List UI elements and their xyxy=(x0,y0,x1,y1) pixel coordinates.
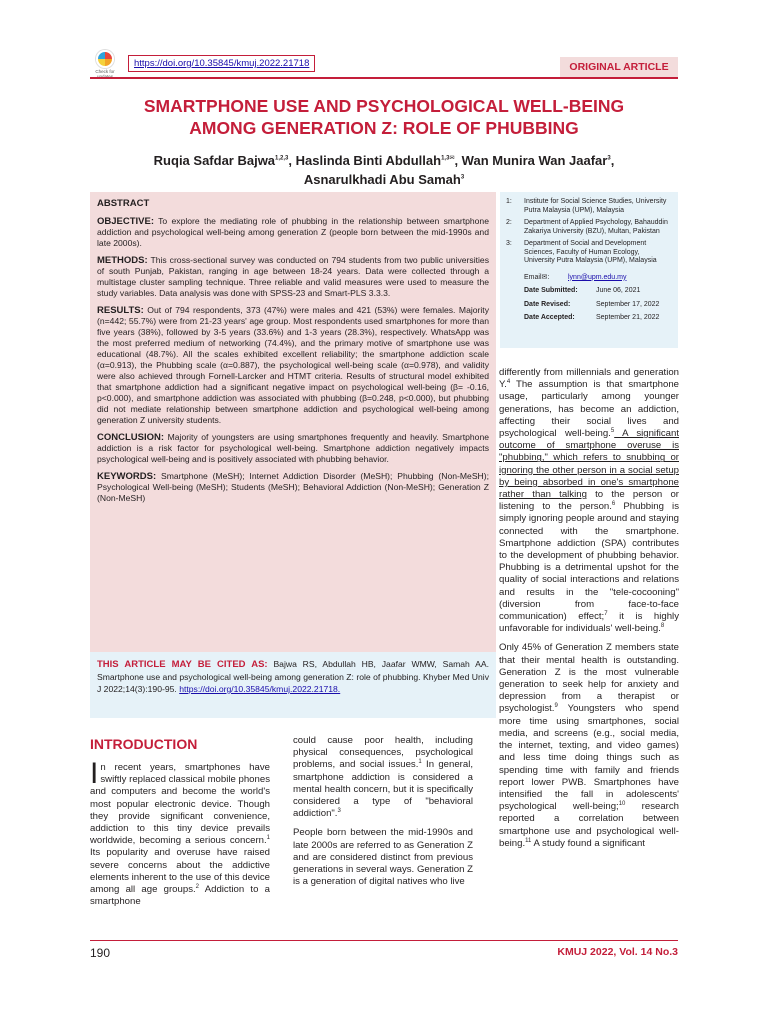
submission-meta xyxy=(506,274,672,323)
reference-marker[interactable]: 3 xyxy=(337,808,341,815)
reference-marker[interactable]: 8 xyxy=(660,623,665,630)
check-for-updates-badge[interactable] xyxy=(90,50,120,80)
reference-marker[interactable]: 7 xyxy=(604,610,608,617)
intro-paragraph-1: In recent years, smartphones have swiftly replaced classical mobile phones and computers and become the world's most popular electronic device. Though they provide significant convenience, addiction to this tiny device prevails worldwide, becoming a serious concern.$^1$ Its popularity and overuse have raised severe concerns about the addictive elements inherent to the use of this device among all age groups.$^2$ Addiction to a smartphone xyxy=(90,757,270,908)
abstract-panel xyxy=(90,192,496,652)
email-row: Email✉: lynn@upm.edu.my xyxy=(524,273,627,281)
check-updates-icon xyxy=(96,50,114,68)
article-type-label: ORIGINAL ARTICLE xyxy=(560,57,678,77)
citation-panel xyxy=(90,652,496,718)
reference-marker[interactable]: 2 xyxy=(195,883,199,890)
intro-paragraph-5: Only 45% of Generation Z members state that their mental health is outstanding. Generation Z is the most vulnerable generation to seek help for anxiety and depression from a therapist or psychologist.$^9$ Youngsters who spend more time using smartphones, social media, and screens (e.g., social media, the internet, texting, and video games) and less time doing things such as spending time with family and friends report lower PWB. Smartphones have intensified the fall in adolescents' psychological well-being;$^{10}$ research reported a correlation between smartphone use and psychological well-being.$^{11}$ A study found a significant xyxy=(499,642,679,849)
body-column-2 xyxy=(293,735,473,895)
author-4-affil: 3 xyxy=(460,174,465,181)
reference-marker[interactable]: 1 xyxy=(418,759,422,766)
affiliation-item: 3: Department of Social and Development Sciences, Faculty of Human Ecology, University Putra Malaysia (UPM), Malaysia xyxy=(506,240,657,264)
abstract-keywords: KEYWORDS: Smartphone (MeSH); Internet Addiction Disorder (MeSH); Phubbing (Non-MeSH); Psychological Well-being (MeSH); Students (MeSH); Behavioral Addiction (Non-MeSH); Generation Z (Non-MeSH) xyxy=(97,471,490,503)
author-1: Ruqia Safdar Bajwa xyxy=(153,153,276,168)
affiliation-panel xyxy=(500,192,678,348)
abstract-results: RESULTS: Out of 794 respondents, 373 (47%) were males and 421 (53%) were females. Majority (n=442; 55.7%) were from 21-23 years' age group. Most respondents used smartphones for more than five years (38%), followed by 3-5 years (33.6%) and 1-3 years (28.3%), respectively. WhatsApp was the most preferred medium of networking (74.4%), and the primary motive of smartphone use was educational (48.7%). All the scales exhibited excellent reliability; the smartphone addiction scale (α=0.913), the Phubbing scale (α=0.887), the psychological well-being scale (α=0.978), and validity were also achieved through Fornell-Larcker and HTMT criteria. Results of structural model exhibited that smartphone addiction had a significant negative impact on psychological well-being (β= -0.16, p<0.000), and smartphone addiction was associated with phubbing (β=0.248, p<0.000), but phubbing did not mediate relationship between smartphone addiction and psychological well-being among generation Z university students. xyxy=(97,305,489,425)
introduction-heading: INTRODUCTION xyxy=(90,736,198,752)
author-3: Wan Munira Wan Jaafar xyxy=(461,153,608,168)
intro-paragraph-2: could cause poor health, including physical consequences, psychological problems, and social issues.$^1$ In general, smartphone addiction is considered a mental health concern, but it is specifically considered a type of "behavioral addiction".$^3$ xyxy=(293,735,473,820)
affiliation-item: 2: Department of Applied Psychology, Bahauddin Zakariya University (BZU), Multan, Pakistan xyxy=(506,219,668,235)
date-submitted-row: Date Submitted: June 06, 2021 xyxy=(524,287,641,294)
body-column-1 xyxy=(90,735,270,915)
author-4: Asnarulkhadi Abu Samah xyxy=(303,172,461,187)
abstract-conclusion: CONCLUSION: Majority of youngsters are using smartphones frequently and heavily. Smartphone addiction is a risk factor for psychological well-being. Smartphone addiction negatively impacts psychological well-being and is positively associated with phubbing behavior. xyxy=(97,432,489,464)
badge-label: Check for xyxy=(95,69,115,74)
reference-marker[interactable]: 9 xyxy=(554,703,558,710)
abstract-heading: ABSTRACT xyxy=(97,198,150,209)
doi-link[interactable]: https://doi.org/10.35845/kmuj.2022.21718 xyxy=(128,55,315,72)
date-revised-row: Date Revised: September 17, 2022 xyxy=(524,300,660,308)
reference-marker[interactable]: 11 xyxy=(525,837,532,844)
journal-reference: KMUJ 2022, Vol. 14 No.3 xyxy=(557,946,678,958)
citation-doi-link[interactable]: https://doi.org/10.35845/kmuj.2022.21718. xyxy=(179,684,341,694)
author-2-affil: 1,3✉ xyxy=(441,155,455,162)
body-column-3 xyxy=(499,367,679,857)
reference-marker[interactable]: 6 xyxy=(611,501,616,508)
title-line-1: SMARTPHONE USE AND PSYCHOLOGICAL WELL-BEING xyxy=(143,96,625,116)
reference-marker[interactable]: 4 xyxy=(506,379,511,386)
author-2: Haslinda Binti Abdullah xyxy=(295,153,442,168)
reference-marker[interactable]: 5 xyxy=(610,427,615,434)
author-3-affil: 3 xyxy=(607,155,611,162)
author-1-affil: 1,2,3 xyxy=(275,155,289,162)
date-accepted-row: Date Accepted: September 21, 2022 xyxy=(524,314,660,321)
abstract-objective: OBJECTIVE: To explore the mediating role of phubbing in the relationship between smartphone addiction and psychological well-being among generation Z (people born between the mid-1990s and late 2000s). xyxy=(97,216,489,248)
intro-paragraph-4: differently from millennials and generation Y.$^4$ The assumption is that smartphone usage, particularly among younger generations, has become an addiction, affecting their social lives and psychological well-being.$^5$ A significant outcome of smartphone overuse is "phubbing," which refers to snubbing or ignoring the other person in a social setup by being absorbed in one's smartphone rather than talking to the person or listening to the person.$^6$ Phubbing is simply ignoring people around and staying connected with the smartphone. Smartphone addiction (SPA) contributes to the development of phubbing behavior. Phubbing is a detrimental upshot for the quality of social interactions and relations and results in the "tele-cocooning" (diversion from face-to-face communication) effect;$^7$ it is highly unfavorable for individuals' well-being.$^8$ xyxy=(499,367,679,635)
citation-label: THIS ARTICLE MAY BE CITED AS: xyxy=(97,659,268,670)
header-divider xyxy=(90,77,678,79)
footer-divider xyxy=(90,940,678,941)
underlined-passage: A significant outcome of smartphone overuse is "phubbing," which refers to snubbing or ignoring the other person in a social setup by being absorbed in one's smartphone rather than talking xyxy=(499,428,679,501)
author-email-link[interactable]: lynn@upm.edu.my xyxy=(568,273,627,281)
abstract-methods: METHODS: This cross-sectional survey was conducted on 794 students from two public universities of south Punjab, Pakistan, ranging in age between 18-24 years. Data were collected through a multistage cluster sampling technique. Three reliable and valid measures were used to measure the study variables. Data analysis was done with SPSS-23 and Smart-PLS 3.3.3. xyxy=(97,255,490,298)
drop-cap: I xyxy=(90,757,99,790)
reference-marker[interactable]: 10 xyxy=(618,800,626,807)
affiliation-item: 1: Institute for Social Science Studies, University Putra Malaysia (UPM), Malaysia xyxy=(506,198,667,214)
page-number: 190 xyxy=(90,946,111,960)
intro-paragraph-3: People born between the mid-1990s and late 2000s are referred to as Generation Z and are considered distinct from previous generations in several ways. Generation Z is a generation of digital natives who live xyxy=(293,827,473,888)
author-list: Ruqia Safdar Bajwa$^{1,2,3}$, Haslinda Binti Abdullah$^{1,3✉}$, Wan Munira Wan Jaafar$^3$, Asnarulkhadi Abu Samah$^3$ xyxy=(153,153,615,187)
reference-marker[interactable]: 1 xyxy=(266,835,270,842)
title-line-2: AMONG GENERATION Z: ROLE OF PHUBBING xyxy=(189,118,579,138)
article-title xyxy=(90,95,678,139)
citation-text: Bajwa RS, Abdullah HB, Jaafar WMW, Samah AA. Smartphone use and psychological well-being among generation Z: role of phubbing. Khyber Med Univ J 2022;14(3):190-95. xyxy=(97,659,490,694)
